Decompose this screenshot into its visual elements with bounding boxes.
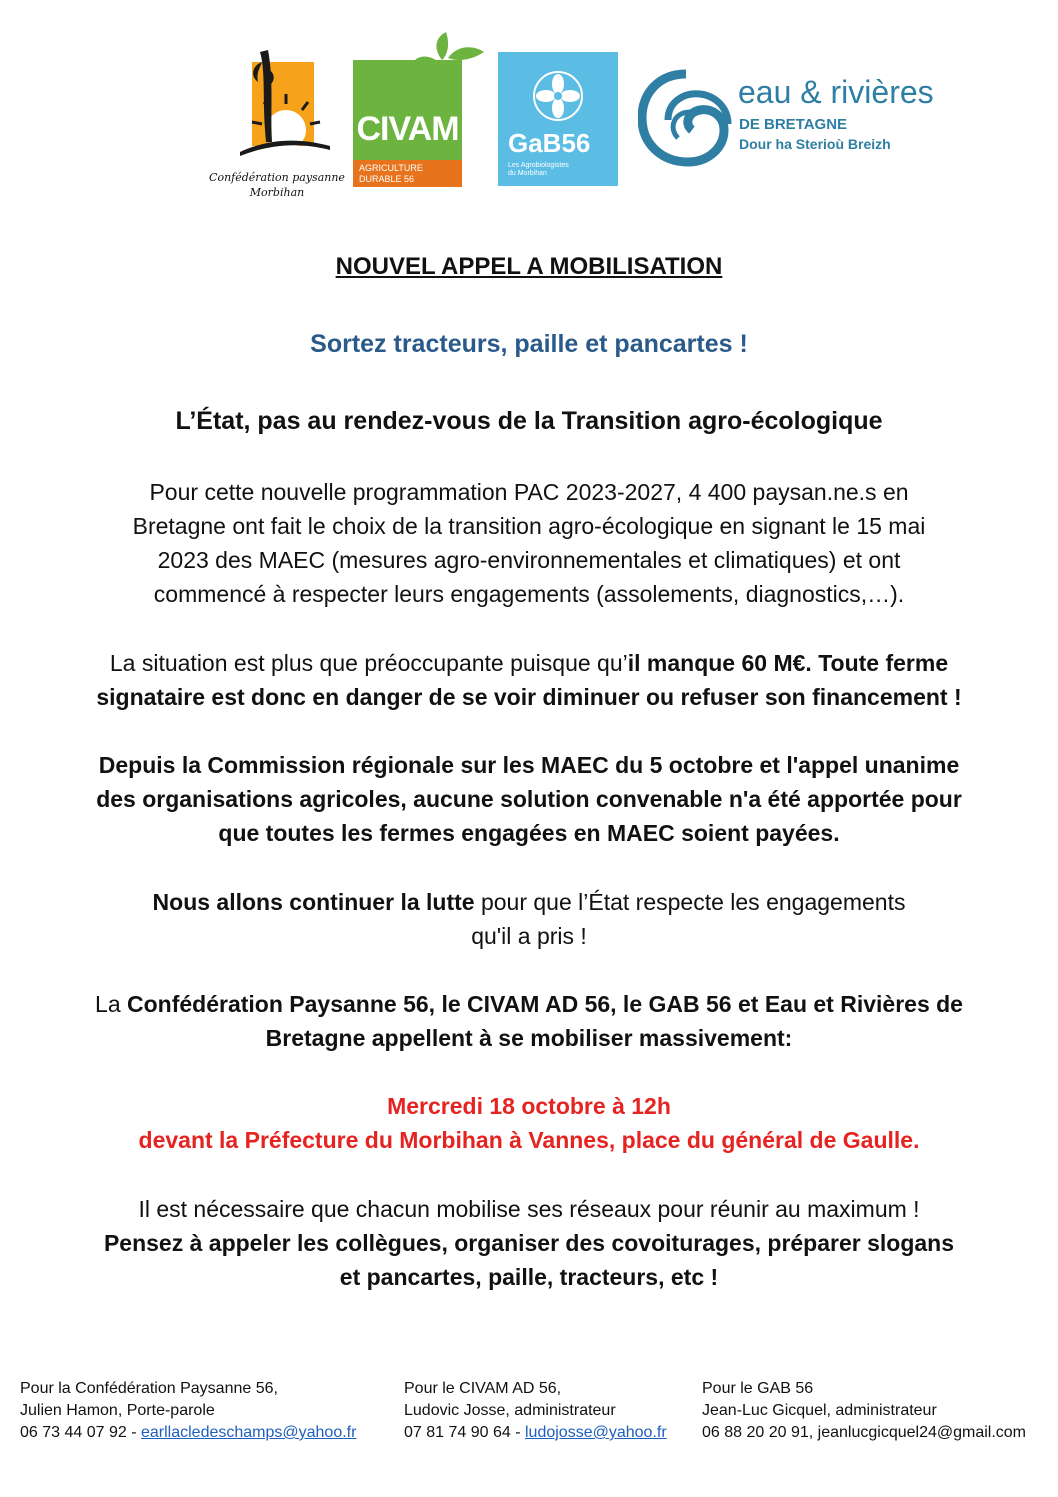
paragraph-6-line-1: Il est nécessaire que chacun mobilise ses réseaux pour réunir au maximum ! xyxy=(138,1196,920,1222)
paragraph-2-line-2: signataire est donc en danger de se voir diminuer ou refuser son financement ! xyxy=(96,684,962,710)
event-place: devant la Préfecture du Morbihan à Vannes, place du général de Gaulle. xyxy=(138,1127,920,1153)
paragraph-1-line-2: Bretagne ont fait le choix de la transition agro-écologique en signant le 15 mai xyxy=(132,513,926,539)
p2-bold-text: il manque 60 M€. Toute ferme xyxy=(627,650,949,676)
paragraph-6-line-3: et pancartes, paille, tracteurs, etc ! xyxy=(339,1264,719,1290)
contact-person: Ludovic Josse, administrateur xyxy=(404,1402,616,1419)
p5-normal-text: La xyxy=(95,991,128,1017)
paragraph-4-line-2: qu'il a pris ! xyxy=(471,923,587,949)
contact-org: Pour le GAB 56 xyxy=(702,1380,814,1397)
p5-bold-text: Confédération Paysanne 56, le CIVAM AD 56, le GAB 56 et Eau et Rivières de xyxy=(127,991,963,1017)
gab-logo-subtitle xyxy=(508,162,569,178)
contact-confederation xyxy=(20,1378,356,1444)
eau-logo-sub1: DE BRETAGNE xyxy=(739,116,848,133)
gab-logo-sub2: du Morbihan xyxy=(508,170,547,177)
contact-phone: 06 73 44 07 92 - xyxy=(20,1424,141,1441)
confederation-emblem-icon xyxy=(200,42,350,167)
contact-person: Jean-Luc Gicquel, administrateur xyxy=(702,1402,937,1419)
civam-logo xyxy=(350,30,495,190)
contact-phone: 07 81 74 90 64 - xyxy=(404,1424,525,1441)
gab-logo-word: GaB56 xyxy=(508,128,591,158)
paragraph-6-line-2: Pensez à appeler les collègues, organiser des covoiturages, préparer slogans xyxy=(103,1230,955,1256)
contact-email: jeanlucgicquel24@gmail.com xyxy=(817,1424,1027,1441)
contact-email-link[interactable]: ludojosse@yahoo.fr xyxy=(524,1424,667,1441)
paragraph-5-line-1 xyxy=(40,987,1018,1021)
contact-person: Julien Hamon, Porte-parole xyxy=(20,1402,215,1419)
contact-line xyxy=(20,1422,356,1444)
paragraph-3-line-1: Depuis la Commission régionale sur les MAEC du 5 octobre et l'appel unanime xyxy=(98,752,960,778)
paragraph-2-line-1 xyxy=(40,646,1018,680)
paragraph-3-line-3: que toutes les fermes engagées en MAEC soient payées. xyxy=(218,820,840,846)
confederation-logo-line1: Confédération paysanne xyxy=(209,171,345,184)
document-subtitle: Sortez tracteurs, paille et pancartes ! xyxy=(310,330,748,358)
document-title: NOUVEL APPEL A MOBILISATION xyxy=(335,253,723,280)
logo-bar xyxy=(0,30,1058,200)
gab56-logo xyxy=(498,52,620,188)
contact-org: Pour le CIVAM AD 56, xyxy=(404,1380,562,1397)
confederation-logo-line2: Morbihan xyxy=(249,186,305,199)
contact-gab xyxy=(702,1378,1026,1444)
contact-org: Pour la Confédération Paysanne 56, xyxy=(20,1380,278,1397)
paragraph-4-line-1 xyxy=(40,885,1018,919)
paragraph-1-line-4: commencé à respecter leurs engagements (assolements, diagnostics,…). xyxy=(153,581,905,607)
eau-logo-title: eau & rivières xyxy=(738,74,934,110)
civam-logo-sub2: DURABLE 56 xyxy=(359,174,415,184)
paragraph-5-line-2: Bretagne appellent à se mobiliser massivement: xyxy=(265,1025,793,1051)
civam-logo-sub1: AGRICULTURE xyxy=(359,163,423,173)
contact-email-link[interactable]: earllacledeschamps@yahoo.fr xyxy=(140,1424,357,1441)
civam-logo-word: CIVAM xyxy=(356,110,459,148)
document-heading: L’État, pas au rendez-vous de la Transition agro-écologique xyxy=(175,407,883,435)
flower-icon xyxy=(528,66,588,126)
confederation-paysanne-logo xyxy=(200,42,350,202)
contact-civam xyxy=(404,1378,667,1444)
p2-normal-text: La situation est plus que préoccupante puisque qu’ xyxy=(109,650,628,676)
p4-bold-text: Nous allons continuer la lutte xyxy=(152,889,475,915)
eau-rivieres-logo xyxy=(638,64,958,174)
paragraph-1-line-1: Pour cette nouvelle programmation PAC 2023-2027, 4 400 paysan.ne.s en xyxy=(149,479,909,505)
paragraph-3-line-2: des organisations agricoles, aucune solution convenable n'a été apportée pour xyxy=(96,786,962,812)
contact-line xyxy=(702,1422,1026,1444)
event-date: Mercredi 18 octobre à 12h xyxy=(387,1093,671,1119)
civam-logo-subtitle xyxy=(353,160,462,187)
contact-phone: 06 88 20 20 91, xyxy=(702,1424,818,1441)
paragraph-1-line-3: 2023 des MAEC (mesures agro-environnementales et climatiques) et ont xyxy=(157,547,901,573)
p4-normal-text: pour que l’État respecte les engagements xyxy=(474,889,906,915)
gab-logo-sub1: Les Agrobiologistes xyxy=(508,162,569,169)
wave-icon xyxy=(638,68,734,168)
contact-line xyxy=(404,1422,667,1444)
eau-logo-sub2: Dour ha Sterioù Breizh xyxy=(739,136,891,152)
